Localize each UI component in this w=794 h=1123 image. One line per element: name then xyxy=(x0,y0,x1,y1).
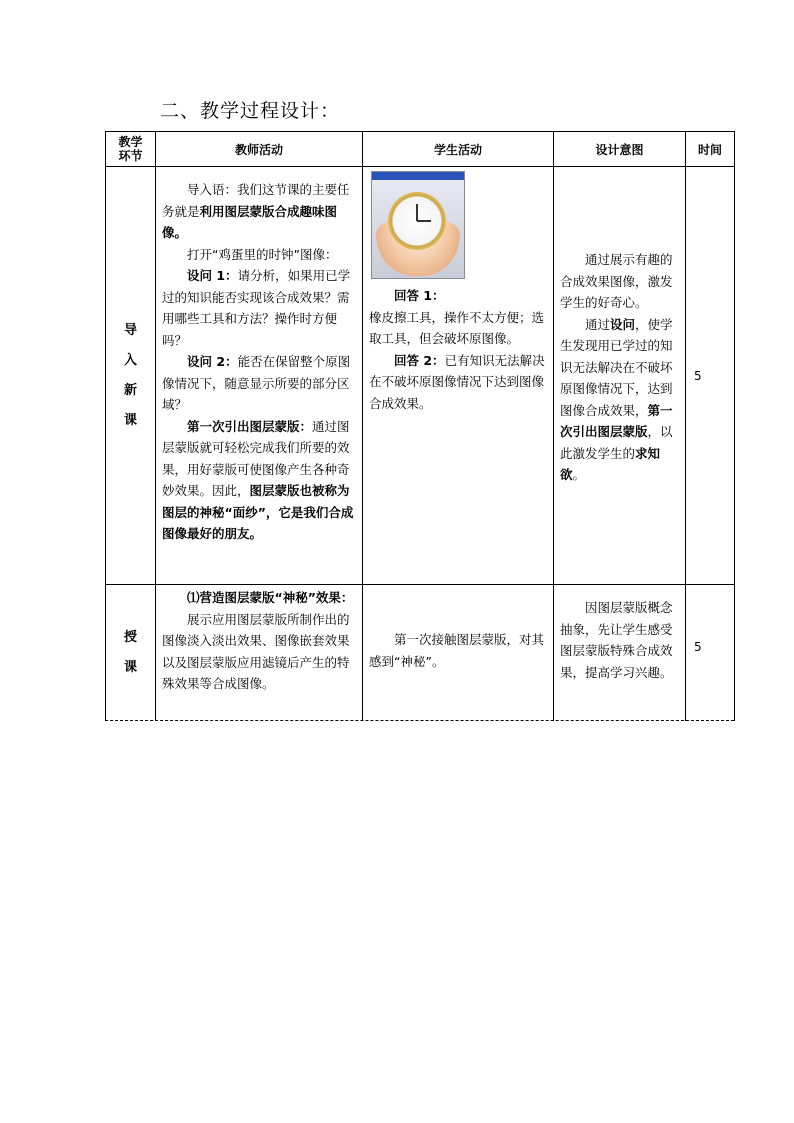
table-continuation-dashed-line xyxy=(105,720,734,721)
window-title-bar xyxy=(372,172,464,180)
table-row xyxy=(106,585,735,721)
student-first-contact-paragraph: 第一次接触图层蒙版，对其感到“神秘”。 xyxy=(369,632,545,669)
teacher-activity-cell xyxy=(156,167,363,585)
teacher-open-image-paragraph: 打开“鸡蛋里的时钟”图像： xyxy=(187,246,338,262)
egg-clock-screenshot-image xyxy=(371,171,465,279)
student-answer-2: 回答 2：已有知识无法解决在不破坏原图像情况下达到图像合成效果。 xyxy=(369,352,545,411)
stage-char: 授 xyxy=(123,629,137,645)
stage-char: 课 xyxy=(123,412,137,428)
header-time: 时间 xyxy=(686,132,735,167)
teacher-mystery-heading: ⑴营造图层蒙版“神秘”效果： xyxy=(187,590,354,605)
stage-char: 入 xyxy=(123,352,137,368)
intent-paragraph-2: 通过设问，使学生发现用已学过的知识无法解决在不破坏原图像情况下，达到图像合成效果，第一次引出图层蒙版，以此激发学生的求知欲。 xyxy=(560,316,673,482)
time-cell: 5 xyxy=(686,167,735,585)
teacher-first-mask-paragraph: 第一次引出图层蒙版：通过图层蒙版就可轻松完成我们所要的效果，用好蒙版可使图像产生各种奇妙效果。因此，图层蒙版也被称为图层的神秘“面纱”，它是我们合成图像最好的朋友。 xyxy=(162,418,354,541)
table-header-row xyxy=(106,132,735,167)
table-row xyxy=(106,167,735,585)
header-stage-line1: 教学 xyxy=(118,135,143,149)
student-answer-1: 回答 1： xyxy=(394,288,445,303)
header-stage xyxy=(106,132,156,167)
clock-hand-shape xyxy=(416,204,418,221)
student-answer-1-text: 橡皮擦工具，操作不太方便；选取工具，但会破坏原图像。 xyxy=(369,309,545,346)
stage-cell-intro xyxy=(106,167,156,585)
stage-char: 新 xyxy=(123,382,137,398)
teacher-question-2: 设问 2：能否在保留整个原图像情况下，随意显示所要的部分区域？ xyxy=(162,354,351,412)
clock-hand-shape xyxy=(417,220,431,222)
design-intent-cell xyxy=(554,585,686,721)
stage-char: 导 xyxy=(123,322,137,338)
intent-paragraph-1: 通过展示有趣的合成效果图像，激发学生的好奇心。 xyxy=(560,252,673,310)
header-intent: 设计意图 xyxy=(554,132,686,167)
teacher-demo-paragraph: 展示应用图层蒙版所制作出的图像淡入淡出效果、图像嵌套效果以及图层蒙版应用滤镜后产生的特殊效果等合成图像。 xyxy=(162,611,350,691)
section-heading: 二、教学过程设计： xyxy=(160,100,341,122)
design-intent-cell xyxy=(554,167,686,585)
header-stage-line2: 环节 xyxy=(118,149,143,163)
teacher-activity-cell xyxy=(156,585,363,721)
teacher-intro-paragraph: 导入语：我们这节课的主要任务就是利用图层蒙版合成趣味图像。 xyxy=(162,182,350,240)
student-activity-cell xyxy=(363,167,554,585)
teacher-question-1: 设问 1：请分析，如果用已学过的知识能否实现该合成效果？需用哪些工具和方法？操作时方便吗？ xyxy=(162,268,351,348)
student-activity-cell xyxy=(363,585,554,721)
header-student: 学生活动 xyxy=(363,132,554,167)
intent-paragraph: 因图层蒙版概念抽象，先让学生感受图层蒙版特殊合成效果，提高学习兴趣。 xyxy=(560,600,673,680)
time-cell: 5 xyxy=(686,585,735,721)
header-teacher: 教师活动 xyxy=(156,132,363,167)
teaching-process-table xyxy=(105,131,735,721)
stage-cell-teaching xyxy=(106,585,156,721)
stage-char: 课 xyxy=(123,659,137,675)
